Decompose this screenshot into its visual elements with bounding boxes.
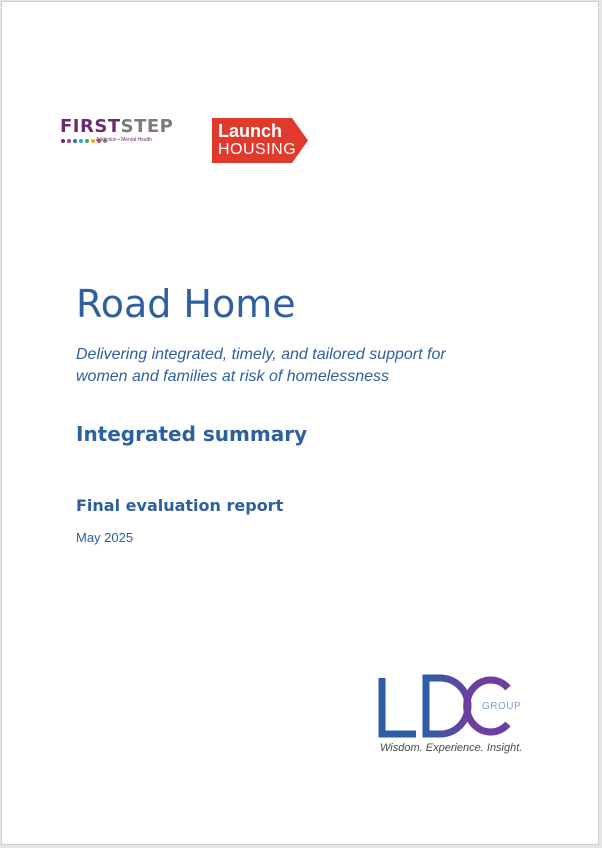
launch-housing-line1: Launch: [218, 121, 283, 141]
ldc-group-label: GROUP: [482, 701, 522, 712]
page-title: Road Home: [76, 282, 296, 326]
firststep-dot: [91, 139, 95, 143]
ldc-group-logo: [378, 674, 528, 764]
firststep-word-step: STEP: [120, 116, 174, 137]
firststep-word-first: FIRST: [60, 116, 121, 137]
firststep-dot: [61, 139, 65, 143]
firststep-logo: [60, 117, 190, 147]
firststep-tagline: Addiction • Mental Health: [96, 137, 152, 143]
ldc-tagline: Wisdom. Experience. Insight.: [380, 742, 523, 754]
report-date: May 2025: [76, 530, 134, 545]
document-page: [1, 1, 599, 845]
page-subtitle: Delivering integrated, timely, and tailored support for women and families at risk of homelessness: [76, 346, 446, 385]
firststep-dot: [85, 139, 89, 143]
report-title: Final evaluation report: [76, 496, 284, 515]
firststep-wordmark: [60, 117, 190, 137]
launch-housing-text: [218, 121, 296, 159]
firststep-dot: [73, 139, 77, 143]
launch-housing-line2: HOUSING: [218, 141, 297, 158]
firststep-dot: [79, 139, 83, 143]
launch-housing-logo: [212, 118, 308, 163]
section-title: Integrated summary: [76, 422, 308, 446]
firststep-dot: [67, 139, 71, 143]
